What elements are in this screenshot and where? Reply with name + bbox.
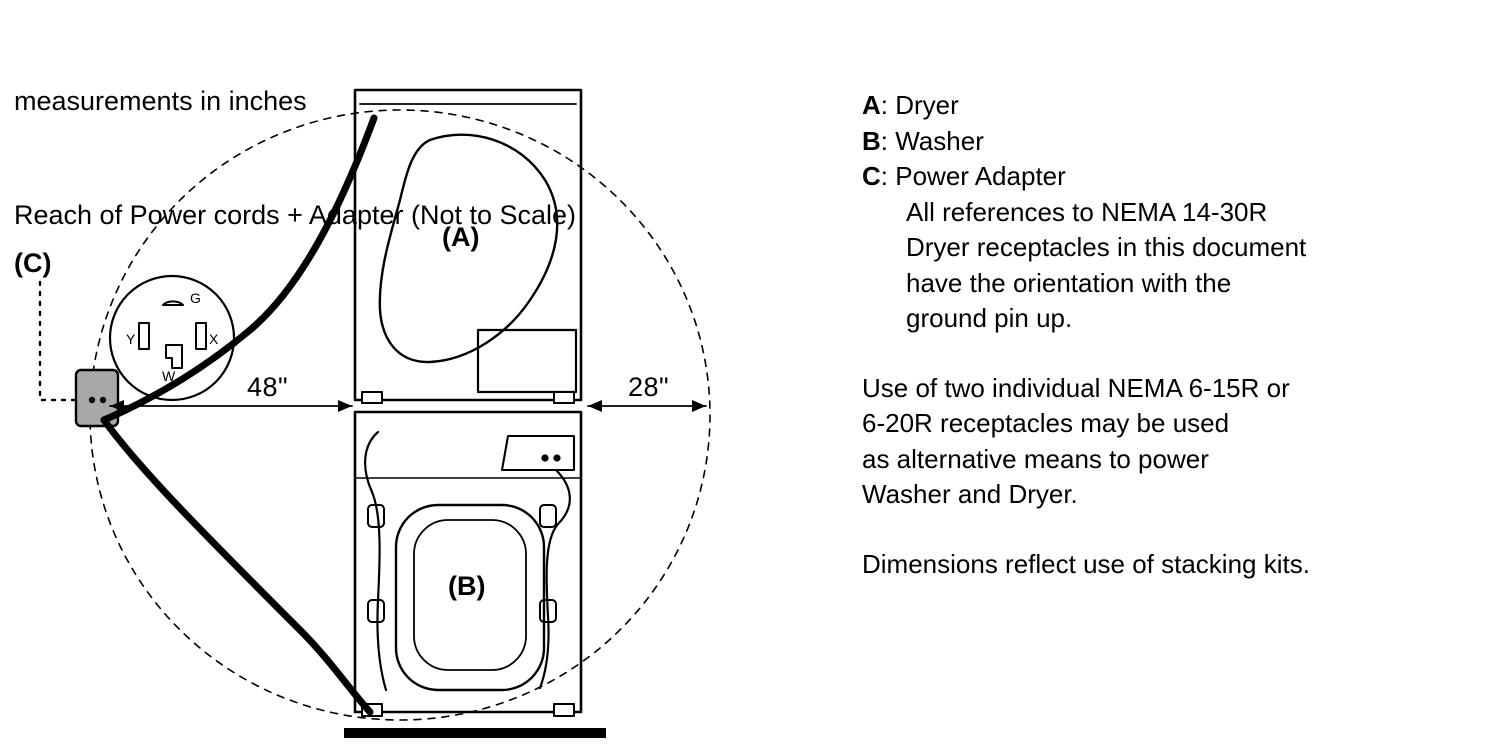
label-adapter: (C) (14, 248, 52, 278)
dimension-label-left: 48" (247, 372, 289, 402)
legend-note-line-2: Dryer receptacles in this document (906, 232, 1307, 262)
legend-note-line-1: All references to NEMA 14-30R (906, 196, 1268, 227)
header-line-2: Reach of Power cords + Adapter (Not to Scale) (14, 200, 577, 230)
dimension-label-right: 28" (628, 372, 670, 402)
legend-item-washer (862, 124, 1310, 160)
washer-power-cord (104, 420, 370, 712)
header-line-1: measurements in inches (14, 86, 307, 116)
legend-para1-line-4: Washer and Dryer. (862, 479, 1078, 509)
dimension-arrows (110, 400, 706, 412)
label-dryer: (A) (442, 222, 480, 252)
legend-para2-line-1: Dimensions reflect use of stacking kits. (862, 548, 1310, 579)
receptacle-right-letter: X (209, 331, 219, 347)
legend-sep-b: : (880, 125, 896, 156)
washer-hose-left (365, 432, 386, 690)
legend-para1-line-1: Use of two individual NEMA 6-15R or (862, 372, 1290, 403)
legend-note-line-3: have the orientation with the (906, 267, 1232, 298)
legend-note-line-4: ground pin up. (906, 303, 1073, 333)
legend-item-adapter (862, 159, 1310, 195)
legend-label-a: Dryer (895, 90, 959, 120)
legend-para1-line-2: 6-20R receptacles may be used (862, 408, 1230, 438)
legend-key-b: B (862, 125, 881, 156)
legend-sep-c: : (880, 161, 896, 191)
legend (862, 88, 1310, 582)
receptacle-left-letter: Y (126, 331, 136, 347)
legend-label-b: Washer (895, 125, 984, 156)
legend-paragraph-receptacles (862, 371, 1310, 513)
legend-paragraph-stacking (862, 547, 1310, 583)
label-washer: (B) (448, 571, 486, 601)
legend-sep-a: : (880, 90, 896, 120)
washer-control-panel (502, 436, 574, 470)
receptacle-bottom-letter: W (162, 368, 176, 384)
legend-key-a: A (862, 90, 881, 120)
legend-key-c: C (862, 161, 881, 191)
floor-line (344, 728, 606, 738)
legend-para1-line-3: as alternative means to power (862, 443, 1209, 474)
legend-item-dryer (862, 88, 1310, 124)
adapter-leader-line (40, 282, 74, 400)
receptacle-ground-letter: G (190, 290, 201, 306)
legend-label-c: Power Adapter (895, 161, 1066, 191)
